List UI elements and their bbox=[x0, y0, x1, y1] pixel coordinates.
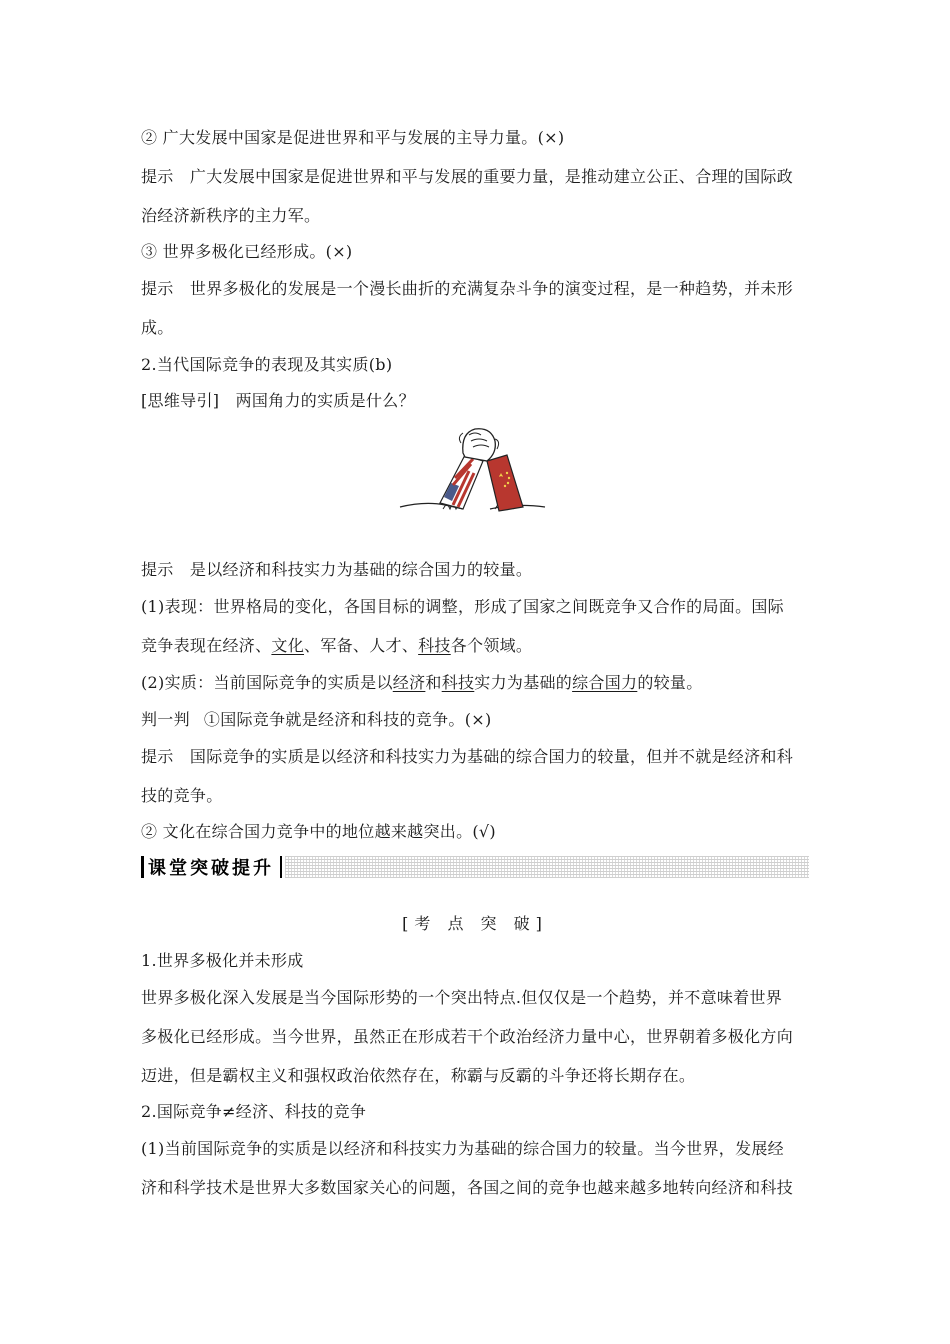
judgement-item-2b: ② 文化在综合国力竞争中的地位越来越突出。(√) bbox=[141, 822, 496, 841]
thinking-guide: [思维导引] 两国角力的实质是什么？ bbox=[141, 391, 415, 410]
judgement-item-2: ② 广大发展中国家是促进世界和平与发展的主导力量。(×) bbox=[141, 128, 565, 147]
hint-text: 提示 世界多极化的发展是一个漫长曲折的充满复杂斗争的演变过程，是一种趋势，并未形 bbox=[141, 279, 794, 298]
text-segment: 实力为基础的 bbox=[474, 673, 573, 692]
essence-point bbox=[141, 673, 703, 693]
performance-point-continued bbox=[141, 636, 532, 656]
arm-wrestling-illustration bbox=[395, 423, 555, 523]
key-term: 文化 bbox=[271, 636, 305, 655]
text-segment: 各个领域。 bbox=[450, 636, 533, 655]
performance-point: (1)表现：世界格局的变化，各国目标的调整，形成了国家之间既竞争又合作的局面。国际 bbox=[141, 597, 784, 616]
hint-text: 提示 是以经济和科技实力为基础的综合国力的较量。 bbox=[141, 560, 533, 579]
hint-text: 提示 国际竞争的实质是以经济和科技实力为基础的综合国力的较量，但并不就是经济和科 bbox=[141, 747, 794, 766]
text-segment: 、军备、人才、 bbox=[304, 636, 419, 655]
arm-wrestling-image bbox=[395, 423, 555, 523]
key-term: 科技 bbox=[441, 673, 475, 692]
banner-bar bbox=[141, 856, 144, 878]
key-term: 经济 bbox=[392, 673, 426, 692]
section-title: [考 点 突 破] bbox=[402, 914, 548, 933]
key-term: 科技 bbox=[418, 636, 451, 655]
hint-text-continued: 成。 bbox=[141, 318, 174, 337]
key-term: 综合国力 bbox=[572, 673, 638, 692]
section-heading-2: 2.当代国际竞争的表现及其实质(b) bbox=[141, 355, 393, 374]
paragraph-line: 济和科学技术是世界大多数国家关心的问题，各国之间的竞争也越来越多地转向经济和科技 bbox=[141, 1178, 794, 1197]
banner-title: 课堂突破提升 bbox=[148, 858, 274, 879]
judgement-item-1 bbox=[141, 710, 492, 730]
section-banner bbox=[141, 854, 809, 880]
point-heading-1: 1.世界多极化并未形成 bbox=[141, 951, 304, 970]
hint-text-continued: 治经济新秩序的主力军。 bbox=[141, 206, 321, 225]
banner-hatch bbox=[285, 856, 809, 878]
banner-divider bbox=[280, 856, 282, 878]
paragraph-line: 世界多极化深入发展是当今国际形势的一个突出特点.但仅仅是一个趋势，并不意味着世界 bbox=[141, 988, 783, 1007]
text-segment: 和 bbox=[425, 673, 442, 692]
text-segment: 竞争表现在经济、 bbox=[141, 636, 272, 655]
point-heading-2: 2.国际竞争≠经济、科技的竞争 bbox=[141, 1102, 367, 1121]
text-segment: (2)实质：当前国际竞争的实质是以 bbox=[141, 673, 393, 692]
hint-text-continued: 技的竞争。 bbox=[141, 786, 223, 805]
judge-label: 判一判 bbox=[141, 710, 190, 729]
hint-text: 提示 广大发展中国家是促进世界和平与发展的重要力量，是推动建立公正、合理的国际政 bbox=[141, 167, 794, 186]
judgement-item-3: ③ 世界多极化已经形成。(×) bbox=[141, 242, 353, 261]
judge-text: ①国际竞争就是经济和科技的竞争。(×) bbox=[203, 710, 492, 729]
paragraph-line: 多极化已经形成。当今世界，虽然正在形成若干个政治经济力量中心，世界朝着多极化方向 bbox=[141, 1027, 794, 1046]
text-segment: 的较量。 bbox=[637, 673, 703, 692]
paragraph-line: 迈进，但是霸权主义和强权政治依然存在，称霸与反霸的斗争还将长期存在。 bbox=[141, 1066, 696, 1085]
paragraph-line: (1)当前国际竞争的实质是以经济和科技实力为基础的综合国力的较量。当今世界，发展经 bbox=[141, 1139, 784, 1158]
